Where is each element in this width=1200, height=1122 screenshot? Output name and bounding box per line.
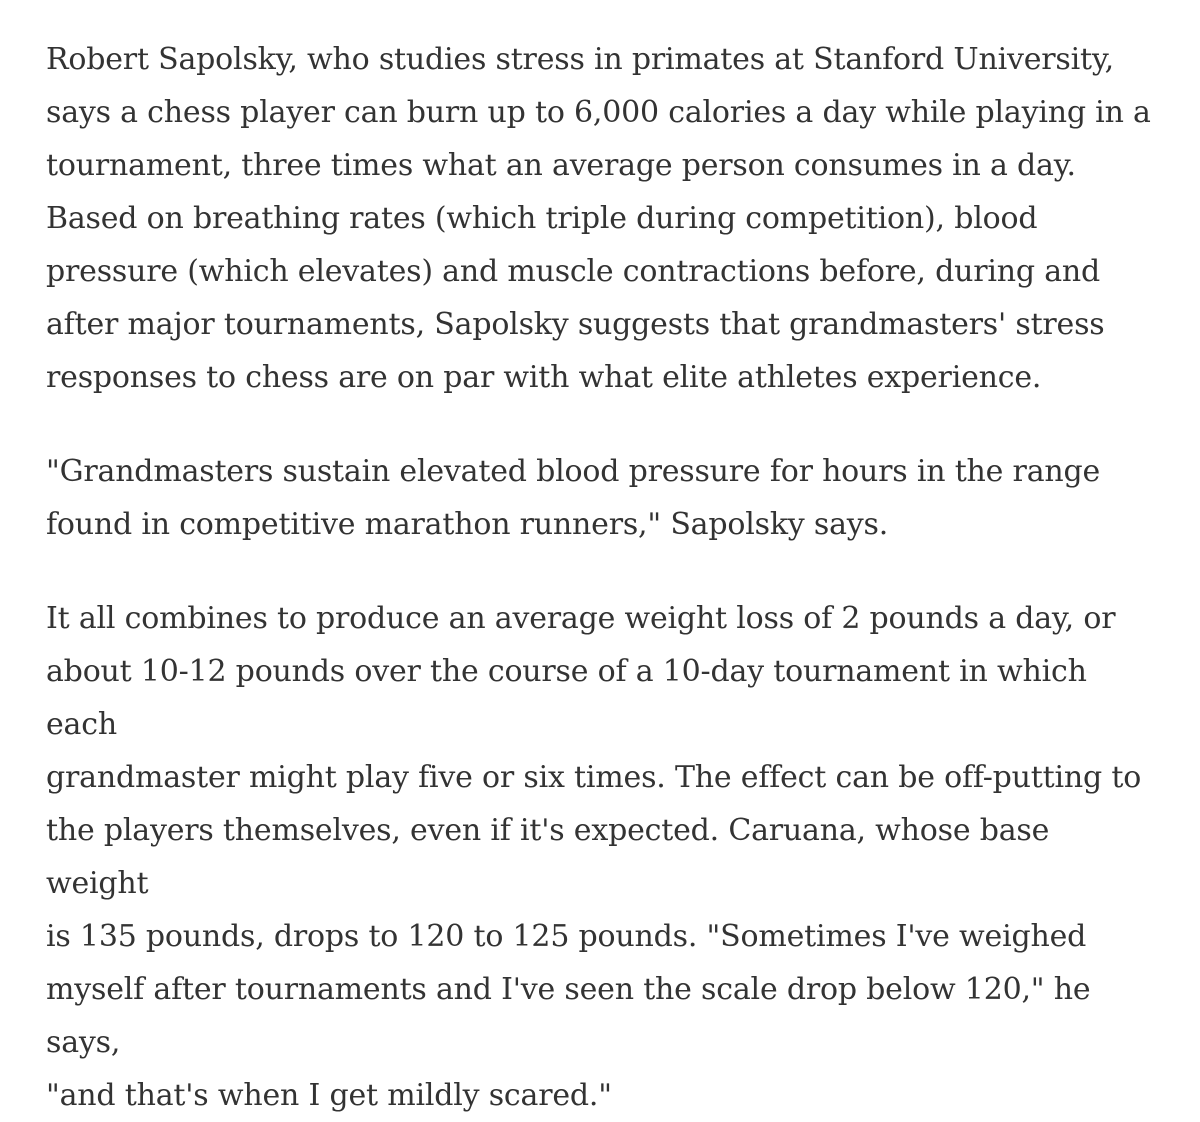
text-line: "and that's when I get mildly scared.": [46, 1078, 612, 1113]
text-line: tournament, three times what an average person consumes in a day.: [46, 148, 1076, 183]
paragraph-weight-loss: [46, 592, 1156, 1122]
text-line: found in competitive marathon runners," Sapolsky says.: [46, 507, 889, 542]
paragraph-sapolsky-calories: [46, 33, 1156, 404]
paragraph-quote-blood-pressure: [46, 445, 1156, 551]
text-line: says a chess player can burn up to 6,000 calories a day while playing in a: [46, 95, 1151, 130]
text-line: Based on breathing rates (which triple during competition), blood: [46, 201, 1038, 236]
text-line: pressure (which elevates) and muscle contractions before, during and: [46, 254, 1101, 289]
text-line: responses to chess are on par with what elite athletes experience.: [46, 360, 1042, 395]
text-line: Robert Sapolsky, who studies stress in primates at Stanford University,: [46, 42, 1114, 77]
text-line: the players themselves, even if it's expected. Caruana, whose base weight: [46, 813, 1050, 901]
article-body: [46, 33, 1156, 1122]
text-line: "Grandmasters sustain elevated blood pressure for hours in the range: [46, 454, 1101, 489]
text-line: grandmaster might play five or six times. The effect can be off-putting to: [46, 760, 1142, 795]
text-line: after major tournaments, Sapolsky suggests that grandmasters' stress: [46, 307, 1105, 342]
text-line: about 10-12 pounds over the course of a 10-day tournament in which each: [46, 654, 1087, 742]
text-line: myself after tournaments and I've seen the scale drop below 120," he says,: [46, 972, 1091, 1060]
text-line: is 135 pounds, drops to 120 to 125 pounds. "Sometimes I've weighed: [46, 919, 1087, 954]
text-line: It all combines to produce an average weight loss of 2 pounds a day, or: [46, 601, 1116, 636]
